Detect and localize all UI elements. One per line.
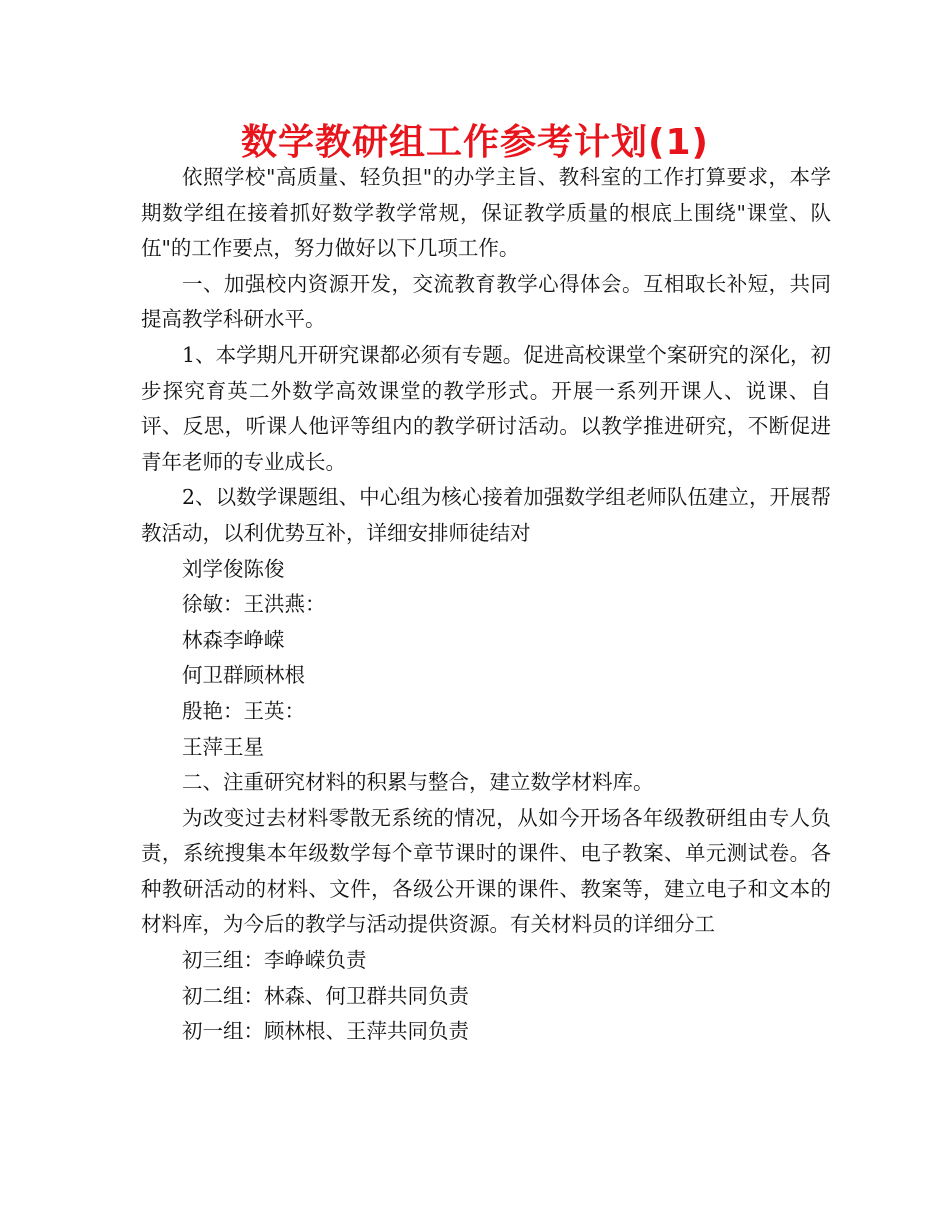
paragraph-item-one: 1、本学期凡开研究课都必须有专题。促进高校课堂个案研究的深化，初步探究育英二外数学高效课堂的教学形式。开展一系列开课人、说课、自评、反思，听课人他评等组内的教学研讨活动。以教学推进研究，不断促进青年老师的专业成长。	[141, 342, 831, 474]
paragraph-section-one: 一、加强校内资源开发，交流教育教学心得体会。互相取长补短，共同提高教学科研水平。	[141, 271, 831, 332]
mentor-pair: 林森李峥嵘	[182, 627, 285, 652]
paragraph-section-two: 二、注重研究材料的积累与整合，建立数学材料库。	[182, 770, 654, 795]
paragraph-materials: 为改变过去材料零散无系统的情况，从如今开场各年级教研组由专人负责，系统搜集本年级数学每个章节课时的课件、电子教案、单元测试卷。各种教研活动的材料、文件，各级公开课的课件、教案等，建立电子和文本的材料库，为今后的教学与活动提供资源。有关材料员的详细分工	[141, 805, 831, 937]
mentor-pair: 王萍王星	[182, 734, 264, 759]
mentor-pair: 徐敏：王洪燕：	[182, 592, 326, 617]
paragraph-intro: 依照学校"高质量、轻负担"的办学主旨、教科室的工作打算要求，本学期数学组在接着抓好数学教学常规，保证教学质量的根底上围绕"课堂、队伍"的工作要点，努力做好以下几项工作。	[141, 165, 831, 261]
paragraph-item-two: 2、以数学课题组、中心组为核心接着加强数学组老师队伍建立，开展帮教活动，以利优势互补，详细安排师徒结对	[141, 485, 831, 545]
mentor-pair: 殷艳：王英：	[182, 698, 305, 723]
document-title: 数学教研组工作参考计划(1)	[241, 122, 709, 163]
assignment-item: 初三组：李峥嵘负责	[182, 948, 367, 973]
document-body	[141, 160, 831, 1050]
assignment-item: 初二组：林森、何卫群共同负责	[182, 983, 469, 1008]
mentor-pair: 何卫群顾林根	[182, 663, 305, 688]
assignment-item: 初一组：顾林根、王萍共同负责	[182, 1019, 469, 1044]
mentor-pair: 刘学俊陈俊	[182, 556, 285, 581]
